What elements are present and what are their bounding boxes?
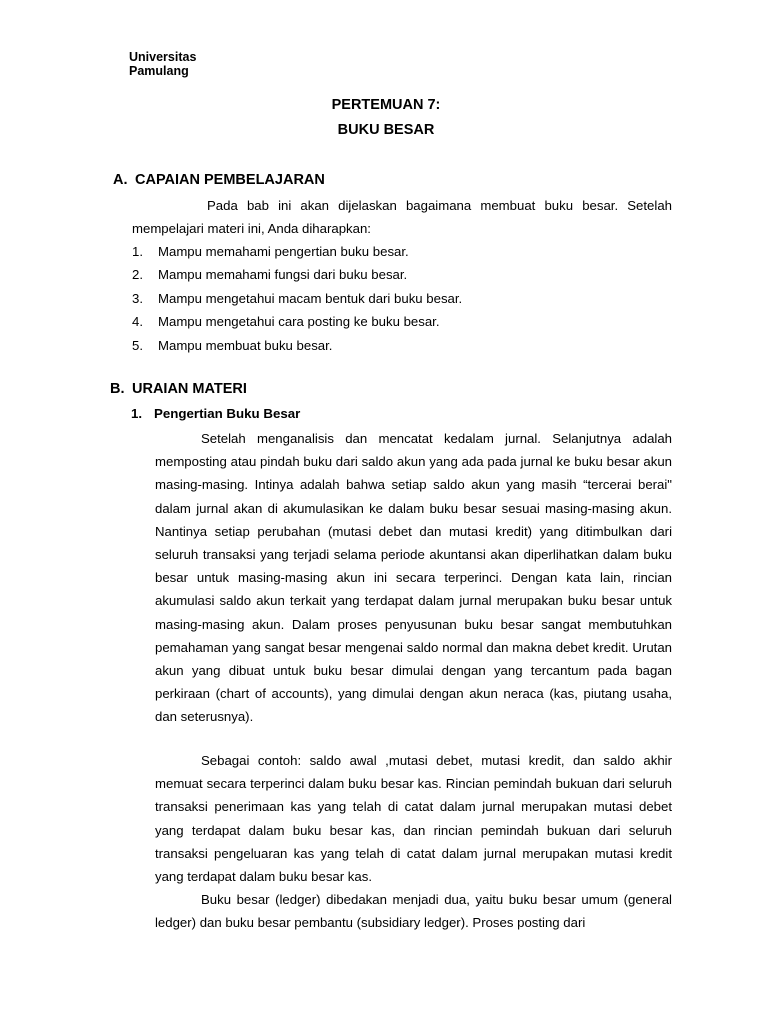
paragraph-2: Sebagai contoh: saldo awal ,mutasi debet, mutasi kredit, dan saldo akhir memuat secara terperinci dalam buku besar kas. Rincian pemindah bukuan dari seluruh transaksi penerimaan kas yang telah di catat dalam jurnal merupakan mutasi debet yang terdapat dalam buku besar kas, dan rincian pemindah bukuan dari seluruh transaksi pengeluaran kas yang telah di catat dalam jurnal merupakan mutasi kredit yang terdapat dalam buku besar kas. (155, 753, 672, 885)
section-a-intro: Pada bab ini akan dijelaskan bagaimana membuat buku besar. Setelah mempelajari materi ini, Anda diharapkan: (132, 198, 672, 237)
list-item: 1. Mampu memahami pengertian buku besar. (132, 244, 409, 259)
paragraph-1: Setelah menganalisis dan mencatat kedalam jurnal. Selanjutnya adalah memposting atau pindah buku dari saldo akun yang ada pada jurnal ke buku besar akun masing-masing. Intinya adalah bahwa setiap saldo akun yang masih “tercerai berai" dalam jurnal akan di akumulasikan ke dalam buku besar sesuai masing-masing akun. Nantinya setiap perubahan (mutasi debet dan mutasi kredit) yang ditimbulkan dari seluruh transaksi yang terjadi selama periode akuntansi akan diperlihatkan dalam buku besar untuk masing-masing akun ini secara terperinci. Dengan kata lain, rincian akumulasi saldo akun terkait yang terdapat dalam jurnal merupakan buku besar untuk masing-masing akun. Dalam proses penyusunan buku besar sangat membutuhkan pemahaman yang sangat besar mengenai saldo normal dan makna debet kredit. Urutan akun yang dibuat untuk buku besar dimulai dengan yang tercantum pada bagan perkiraan (chart of accounts), yang dimulai dengan akun neraca (kas, piutang usaha, dan seterusnya). (155, 431, 672, 725)
list-item: 5. Mampu membuat buku besar. (132, 337, 333, 353)
university-header (129, 50, 196, 78)
header-line-2: Pamulang (129, 64, 189, 78)
learning-outcomes-list (132, 240, 462, 357)
paragraph-3: Buku besar (ledger) dibedakan menjadi dua, yaitu buku besar umum (general ledger) dan buku besar pembantu (subsidiary ledger). Proses posting dari (155, 892, 672, 931)
subsection-1-title: Pengertian Buku Besar (154, 406, 301, 421)
section-b-title: URAIAN MATERI (132, 381, 247, 397)
list-item: 4. Mampu mengetahui cara posting ke buku besar. (132, 314, 440, 330)
subsection-1-number: 1. (131, 406, 143, 421)
section-a-heading (113, 172, 325, 188)
list-item: 2. Mampu memahami fungsi dari buku besar. (132, 267, 408, 283)
chapter-subtitle: BUKU BESAR (337, 122, 435, 138)
subsection-1-heading (131, 406, 300, 421)
list-item: 3. Mampu mengetahui macam bentuk dari buku besar. (132, 290, 463, 306)
section-a-letter: A. (113, 172, 128, 188)
section-a-title: CAPAIAN PEMBELAJARAN (135, 172, 325, 188)
section-b-letter: B. (110, 381, 125, 397)
section-b-heading (110, 381, 247, 397)
header-line-1: Universitas (129, 50, 197, 64)
chapter-title: PERTEMUAN 7: (331, 97, 441, 113)
